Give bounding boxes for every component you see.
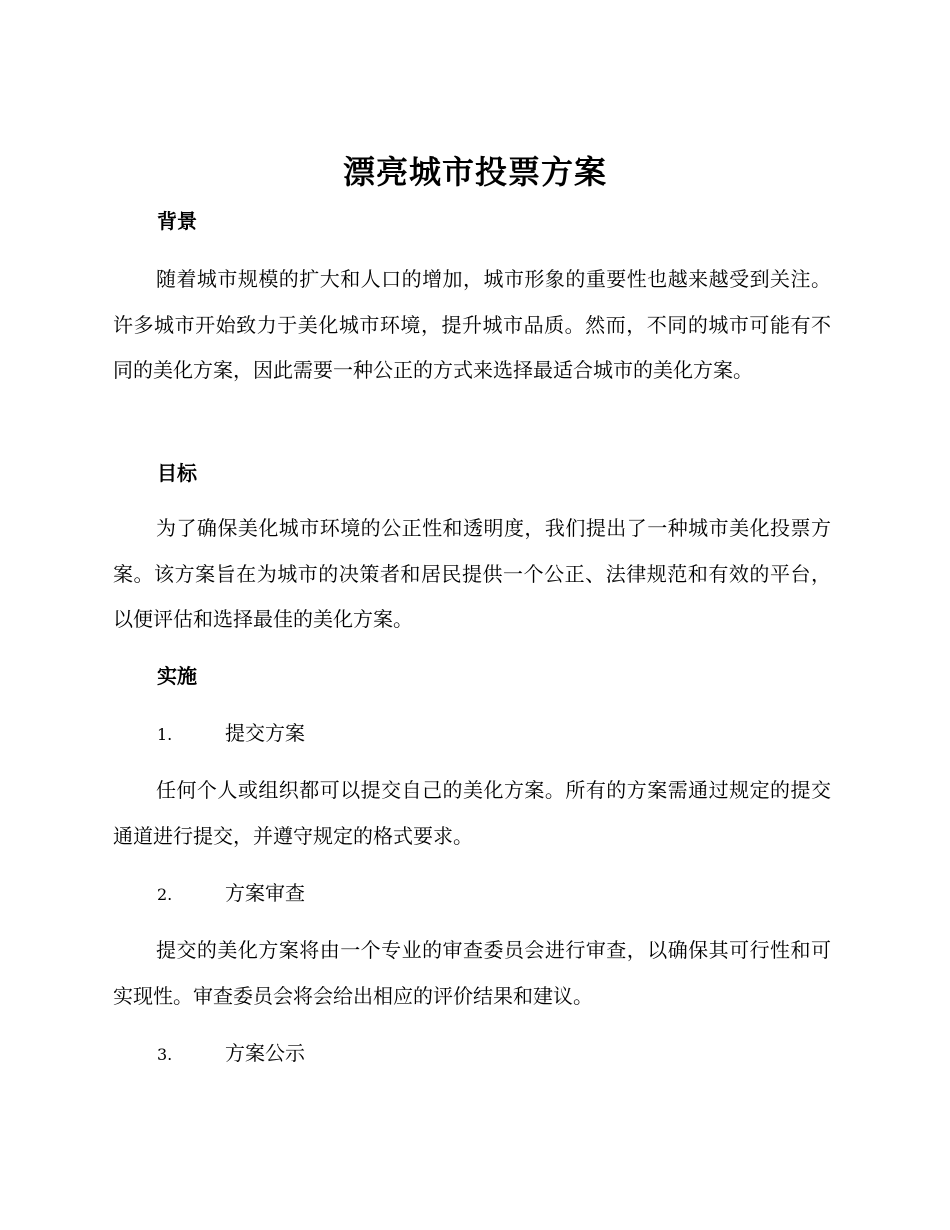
paragraph-goal: 为了确保美化城市环境的公正性和透明度，我们提出了一种城市美化投票方案。该方案旨在为城市的决策者和居民提供一个公正、法律规范和有效的平台，以便评估和选择最佳的美化方案。 bbox=[113, 516, 831, 631]
list-number: 2. bbox=[157, 885, 173, 904]
list-item-3 bbox=[157, 1039, 305, 1069]
paragraph-review: 提交的美化方案将由一个专业的审查委员会进行审查，以确保其可行性和可实现性。审查委员会将会给出相应的评价结果和建议。 bbox=[113, 938, 831, 1008]
section-heading-goal: 目标 bbox=[157, 461, 197, 485]
section-heading-implementation: 实施 bbox=[157, 664, 197, 688]
list-item-2 bbox=[157, 879, 305, 909]
paragraph-background: 随着城市规模的扩大和人口的增加，城市形象的重要性也越来越受到关注。许多城市开始致力于美化城市环境，提升城市品质。然而，不同的城市可能有不同的美化方案，因此需要一种公正的方式来选择最适合城市的美化方案。 bbox=[113, 267, 831, 382]
list-label: 方案公示 bbox=[225, 1041, 305, 1065]
paragraph-submit: 任何个人或组织都可以提交自己的美化方案。所有的方案需通过规定的提交通道进行提交，并遵守规定的格式要求。 bbox=[113, 778, 831, 848]
list-number: 3. bbox=[157, 1045, 173, 1064]
section-heading-background: 背景 bbox=[157, 209, 197, 233]
list-number: 1. bbox=[157, 725, 173, 744]
list-label: 提交方案 bbox=[225, 721, 305, 745]
list-item-1 bbox=[157, 719, 305, 749]
document-title: 漂亮城市投票方案 bbox=[342, 153, 607, 191]
list-label: 方案审查 bbox=[225, 881, 305, 905]
